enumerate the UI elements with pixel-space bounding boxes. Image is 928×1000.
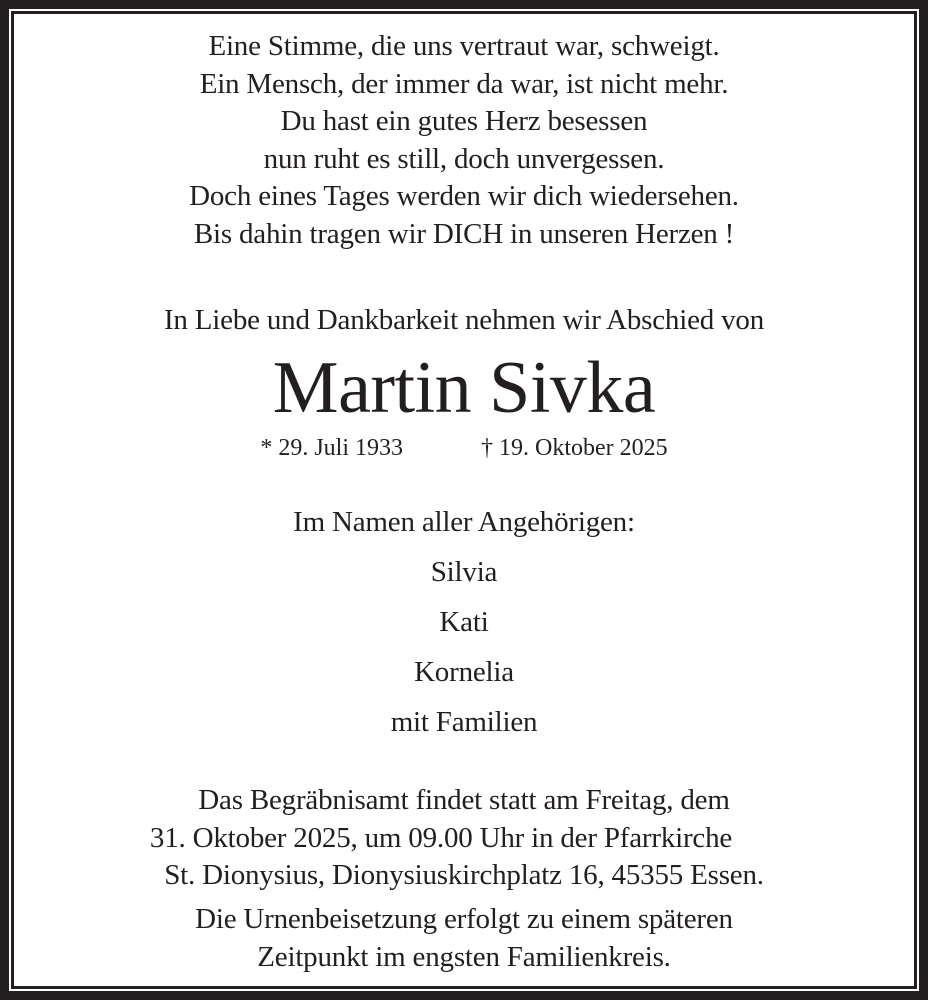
memorial-poem (0, 28, 928, 254)
deceased-name: Martin Sivka (272, 347, 656, 429)
funeral-line: 31. Oktober 2025, um 09.00 Uhr in der Pfarrkirche (149, 821, 733, 854)
urn-line: Die Urnenbeisetzung erfolgt zu einem späteren (195, 903, 733, 935)
funeral-line: St. Dionysius, Dionysiuskirchplatz 16, 45355 Essen. (164, 859, 764, 891)
funeral-line: Das Begräbnisamt findet statt am Freitag, dem (198, 784, 730, 816)
mourners-closing: mit Familien (390, 706, 538, 738)
urn-line: Zeitpunkt im engsten Familienkreis. (257, 941, 671, 973)
mourner-name: Kati (439, 606, 489, 638)
poem-line: nun ruht es still, doch unvergessen. (263, 142, 665, 175)
poem-line: Bis dahin tragen wir DICH in unseren Herzen ! (193, 217, 735, 250)
death-date: † 19. Oktober 2025 (481, 435, 668, 461)
mourners-block (0, 497, 928, 747)
poem-line: Eine Stimme, die uns vertraut war, schweigt. (208, 30, 720, 62)
funeral-details (0, 782, 928, 895)
poem-line: Ein Mensch, der immer da war, ist nicht mehr. (199, 67, 729, 100)
mourner-name: Silvia (430, 556, 498, 588)
mourners-heading: Im Namen aller Angehörigen: (293, 506, 635, 538)
poem-line: Doch eines Tages werden wir dich wiedersehen. (189, 180, 739, 213)
poem-line: Du hast ein gutes Herz besessen (280, 105, 648, 138)
farewell-intro: In Liebe und Dankbarkeit nehmen wir Abschied von (163, 304, 765, 336)
urn-burial-note (0, 900, 928, 976)
birth-date: * 29. Juli 1933 (260, 435, 404, 461)
life-dates (0, 433, 928, 463)
mourner-name: Kornelia (414, 656, 514, 688)
